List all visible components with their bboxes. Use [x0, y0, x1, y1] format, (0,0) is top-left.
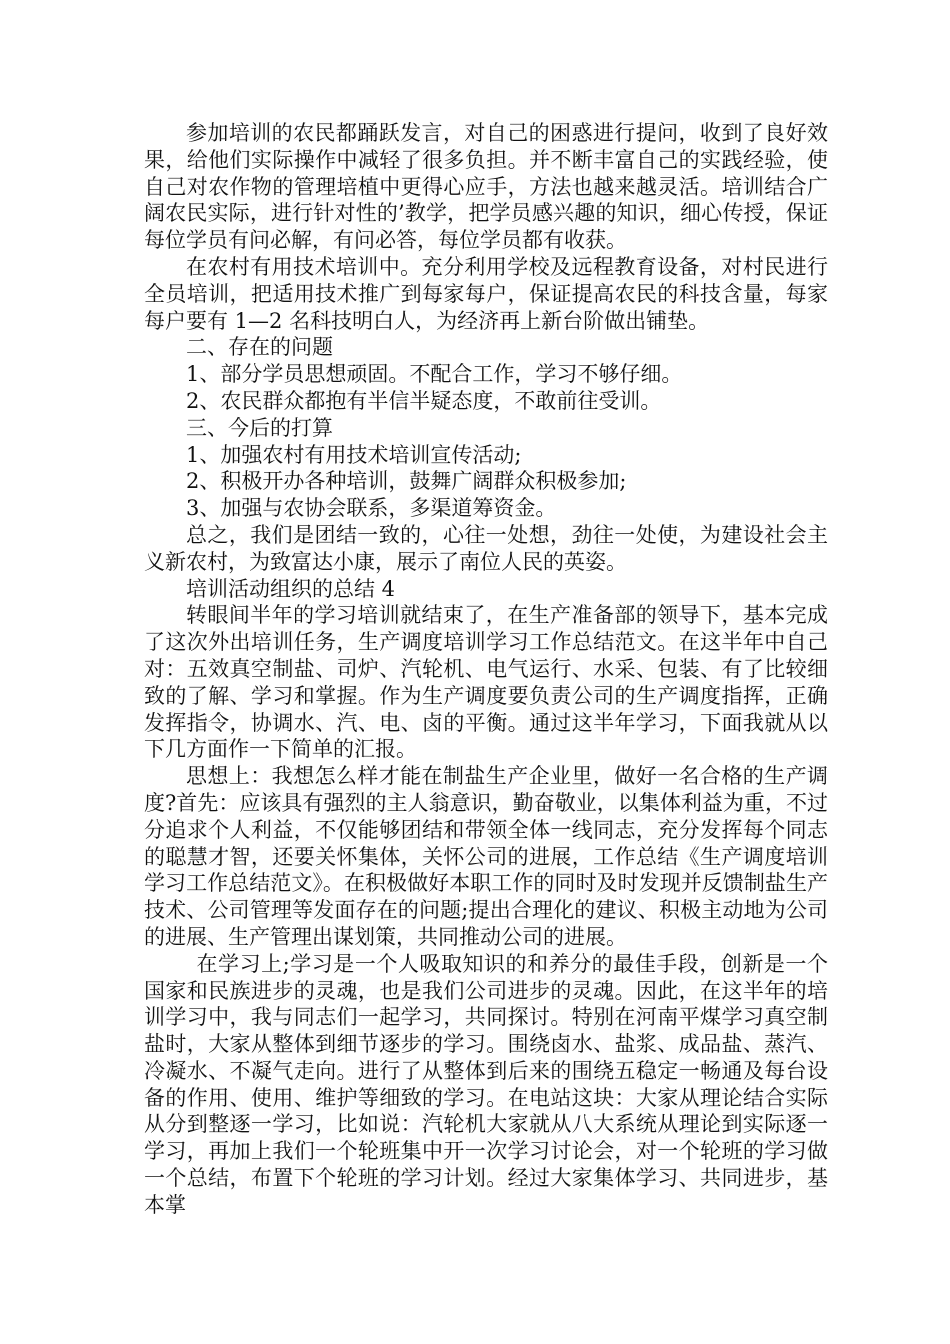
paragraph-ideology: 思想上：我想怎么样才能在制盐生产企业里，做好一名合格的生产调度?首先：应该具有强烈的主人翁意识，勤奋敬业，以集体利益为重，不过分追求个人利益，不仅能够团结和带领全体一线同志，充分发挥每个同志的聪慧才智，还要关怀集体，关怀公司的进展，工作总结《生产调度培训学习工作总结范文》。在积极做好本职工作的同时及时发现并反馈制盐生产技术、公司管理等发面存在的问题;提出合理化的建议、积极主动地为公司的进展、生产管理出谋划策，共同推动公司的进展。: [144, 764, 828, 949]
section-title-summary-4: 培训活动组织的总结 4: [186, 576, 396, 601]
paragraph-farmer-feedback: 参加培训的农民都踊跃发言，对自己的困惑进行提问，收到了良好效果，给他们实际操作中减轻了很多负担。并不断丰富自己的实践经验，使自己对农作物的管理培植中更得心应手，方法也越来越灵活。培训结合广阔农民实际，进行针对性的’教学，把学员感兴趣的知识，细心传授，保证每位学员有问必解，有问必答，每位学员都有收获。: [144, 121, 828, 253]
document-page: [144, 120, 828, 1219]
plan-item-1: 1、加强农村有用技术培训宣传活动;: [186, 442, 522, 467]
problem-item-1: 1、部分学员思想顽固。不配合工作，学习不够仔细。: [186, 362, 683, 387]
plan-item-3: 3、加强与农协会联系，多渠道筹资金。: [186, 496, 557, 521]
paragraph-conclusion: 总之，我们是团结一致的，心往一处想，劲往一处使，为建设社会主义新农村，为致富达小康，展示了南位人民的英姿。: [144, 522, 828, 574]
section-heading-problems: 二、存在的问题: [186, 335, 333, 360]
paragraph-half-year-training: 转眼间半年的学习培训就结束了，在生产准备部的领导下，基本完成了这次外出培训任务，生产调度培训学习工作总结范文。在这半年中自己对：五效真空制盐、司炉、汽轮机、电气运行、水采、包装、有了比较细致的了解、学习和掌握。作为生产调度要负责公司的生产调度指挥，正确发挥指令，协调水、汽、电、卤的平衡。通过这半年学习，下面我就从以下几方面作一下简单的汇报。: [144, 603, 828, 762]
problem-item-2: 2、农民群众都抱有半信半疑态度，不敢前往受训。: [186, 388, 662, 413]
plan-item-2: 2、积极开办各种培训，鼓舞广阔群众积极参加;: [186, 469, 627, 494]
paragraph-rural-tech-training: 在农村有用技术培训中。充分利用学校及远程教育设备，对村民进行全员培训，把适用技术推广到每家每户，保证提高农民的科技含量，每家每户要有 1—2 名科技明白人，为经济再上新台阶做出铺垫。: [144, 254, 828, 333]
section-heading-plans: 三、今后的打算: [186, 415, 333, 440]
paragraph-study: 在学习上;学习是一个人吸取知识的和养分的最佳手段，创新是一个国家和民族进步的灵魂，也是我们公司进步的灵魂。因此，在这半年的培训学习中，我与同志们一起学习，共同探讨。特别在河南平煤学习真空制盐时，大家从整体到细节逐步的学习。围绕卤水、盐浆、成品盐、蒸汽、冷凝水、不凝气走向。进行了从整体到后来的围绕五稳定一畅通及每台设备的作用、使用、维护等细致的学习。在电站这块：大家从理论结合实际从分到整逐一学习，比如说：汽轮机大家就从八大系统从理论到实际逐一学习，再加上我们一个轮班集中开一次学习讨论会，对一个轮班的学习做一个总结，布置下个轮班的学习计划。经过大家集体学习、共同进步，基本掌: [144, 951, 828, 1217]
